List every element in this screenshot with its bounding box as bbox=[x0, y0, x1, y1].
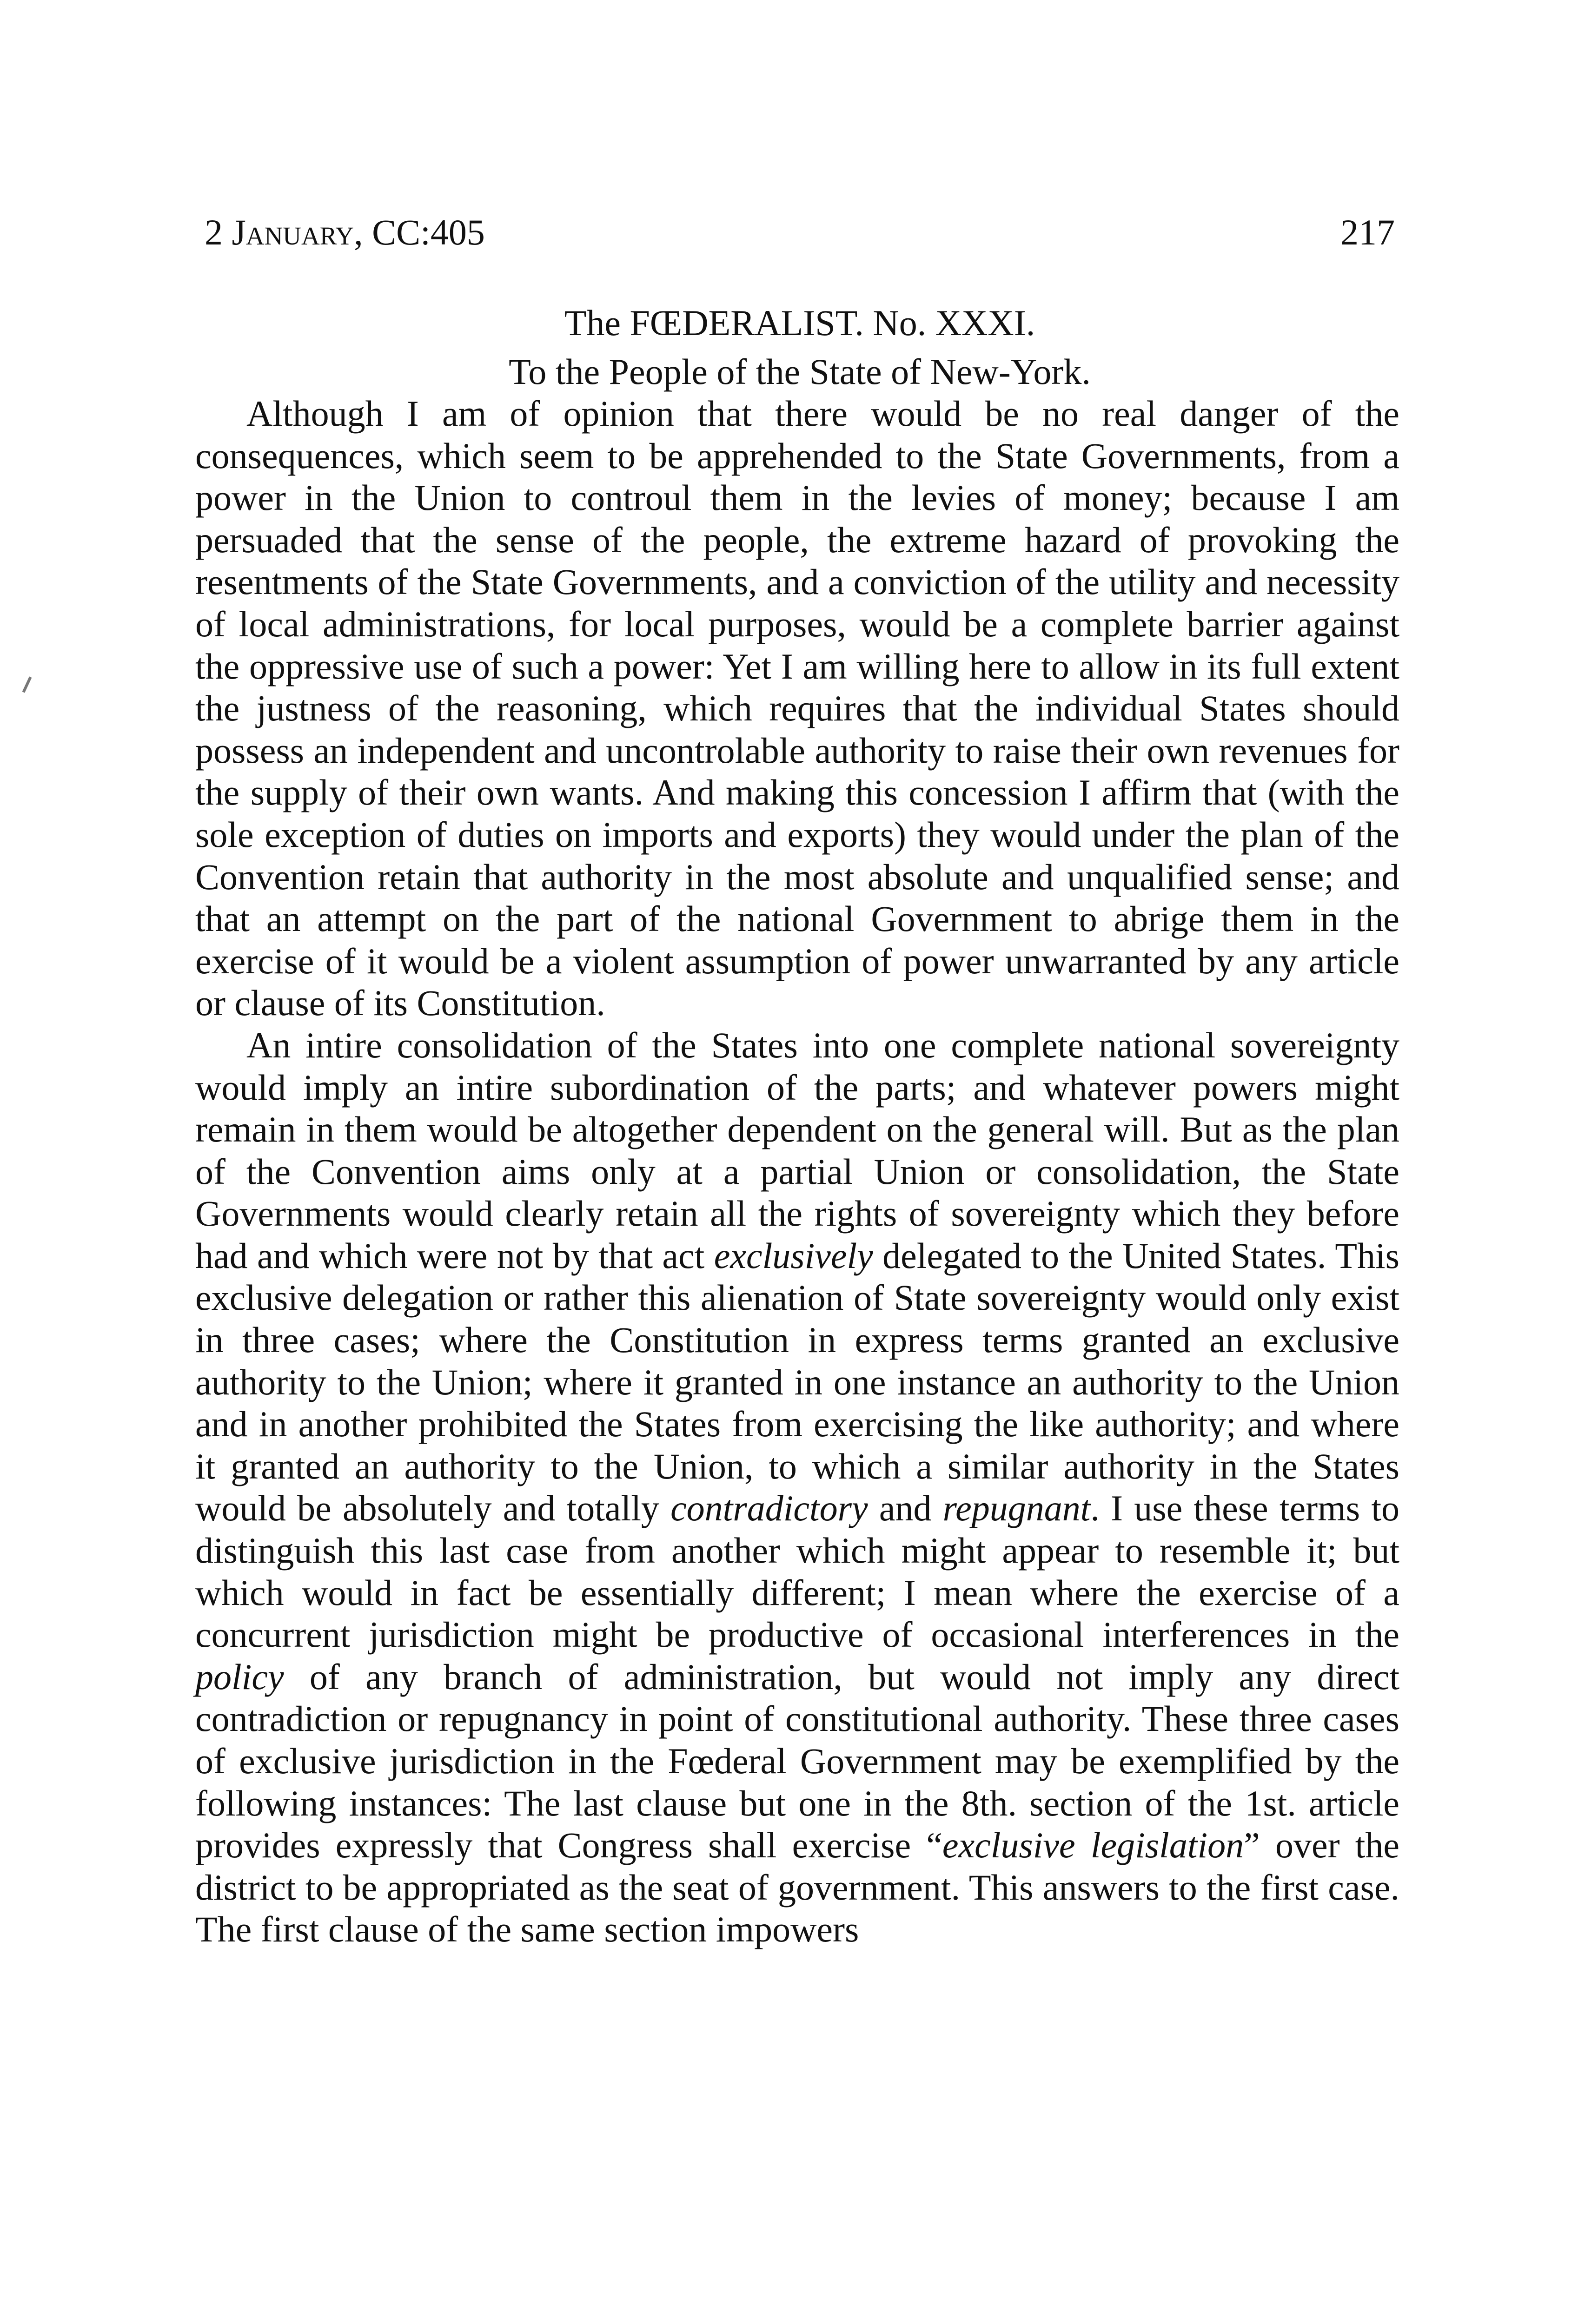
italic-term: exclusively bbox=[714, 1235, 873, 1276]
running-head-citation bbox=[205, 205, 485, 260]
paragraph-text: An intire consolidation of the States into one complete national sovereignty would imply an intire subordination of the parts; and whatever powers might remain in them would be altogether dependent on the general will. But as the plan of the Convention aims only at a partial Union or consolidation, the State Governments would clearly retain all the rights of sovereignty which they before had and which were not by that act bbox=[195, 1024, 1399, 1276]
document-address-line: To the People of the State of New-York. bbox=[509, 351, 1091, 392]
running-head-date: 2 bbox=[205, 212, 232, 252]
running-head-document-reference: , CC:405 bbox=[354, 212, 485, 252]
italic-term: policy bbox=[195, 1656, 284, 1697]
paragraph-text: ” over the district to be appropriated as the seat of government. This answers to the first case. The first clause of the same section impowers bbox=[195, 1825, 1399, 1950]
running-head-month: January bbox=[232, 212, 354, 252]
paragraph-1: Although I am of opinion that there would be no real danger of the consequences, which seem to be apprehended to the State Governments, from a power in the Union to controul them in the levies of money; because I am persuaded that the sense of the people, the extreme hazard of provoking the resentments of the State Governments, and a conviction of the utility and necessity of local administrations, for local purposes, would be a complete barrier against the oppressive use of such a power: Yet I am willing here to allow in its full extent the justness of the reasoning, which requires that the individual States should possess an independent and uncontrolable authority to raise their own revenues for the supply of their own wants. And making this concession I affirm that (with the sole exception of duties on imports and exports) they would under the plan of the Convention retain that authority in the most absolute and unqualified sense; and that an attempt on the part of the national Government to abrige them in the exercise of it would be a violent assumption of power unwarranted by any article or clause of its Constitution. bbox=[195, 393, 1399, 1023]
italic-term: exclusive legislation bbox=[942, 1825, 1244, 1866]
page-number: 217 bbox=[1340, 212, 1395, 252]
body-text bbox=[195, 393, 1399, 1951]
italic-term: repugnant bbox=[942, 1488, 1091, 1529]
running-head bbox=[205, 205, 1395, 260]
paragraph-text: and bbox=[868, 1488, 943, 1529]
paragraph-text: delegated to the United States. This exclusive delegation or rather this alienation of State sovereignty would only exist in three cases; where the Constitution in express terms granted an exclusive authority to the Union; where it granted in one instance an authority to the Union and in another prohibited the States from exercising the like authority; and where it granted an authority to the Union, to which a similar authority in the States would be absolutely and totally bbox=[195, 1235, 1400, 1529]
paragraph-2 bbox=[195, 1024, 1399, 1951]
document-title: The FŒDERALIST. No. XXXI. bbox=[564, 303, 1035, 343]
paragraph-text: of any branch of administration, but would not imply any direct contradiction or repugnancy in point of constitutional authority. These three cases of exclusive jurisdiction in the Fœderal Government may be exemplified by the following instances: The last clause but one in the 8th. section of the 1st. article provides expressly that Congress shall exercise “ bbox=[195, 1656, 1399, 1866]
paragraph-text: . I use these terms to distinguish this last case from another which might appear to resemble it; but which would in fact be essentially different; I mean where the exercise of a concurrent jurisdiction might be productive of occasional interferences in the bbox=[195, 1488, 1399, 1655]
margin-mark bbox=[22, 676, 32, 693]
italic-term: contradictory bbox=[670, 1488, 868, 1529]
